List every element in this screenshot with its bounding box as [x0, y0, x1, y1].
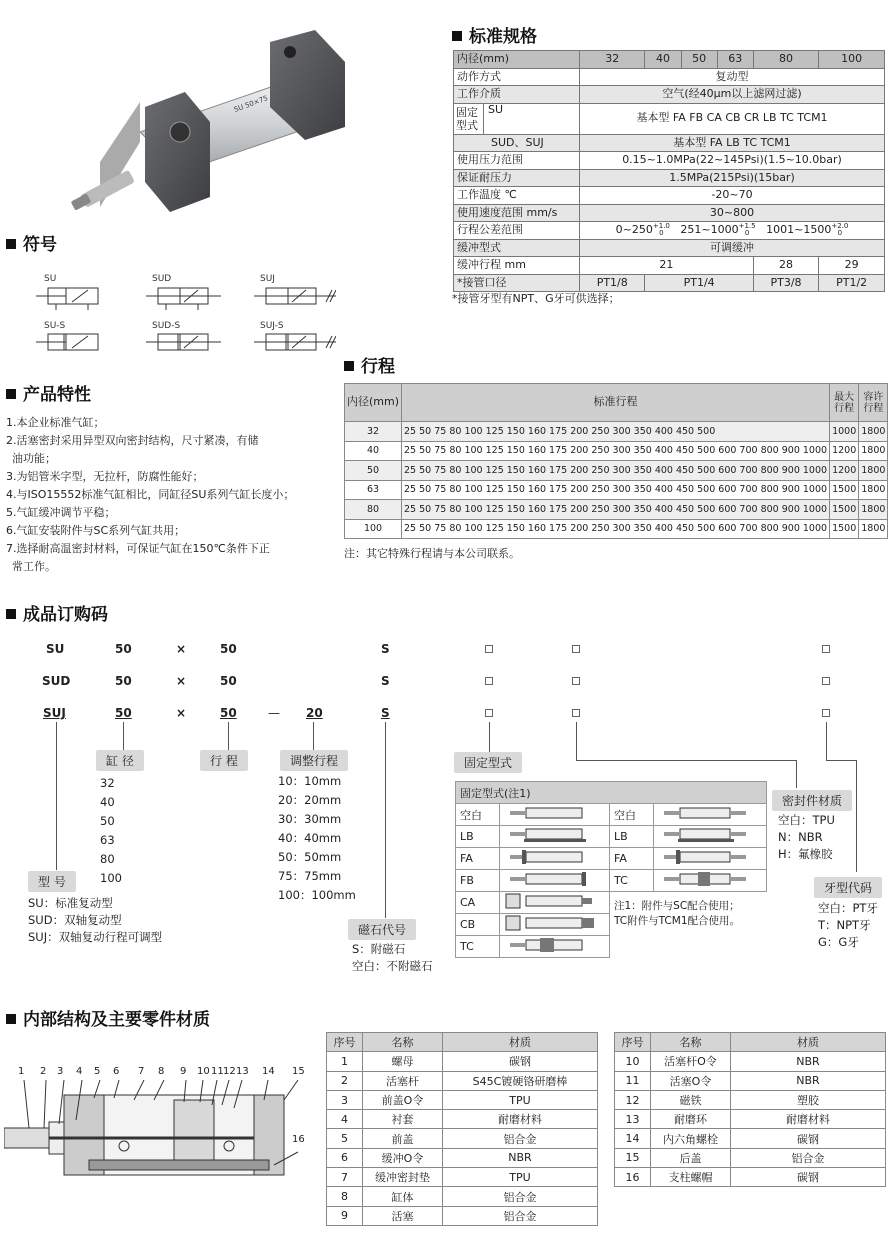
material-row: 16 支柱螺帽 碳钢 — [615, 1168, 886, 1187]
symbol-suj-s — [254, 334, 336, 350]
mount-image — [654, 848, 767, 870]
stroke-row: 40 25 50 75 80 100 125 150 160 175 200 250 300 350 400 450 500 600 700 800 900 1000 1200 1800 — [345, 441, 888, 461]
symbol-sud-s — [146, 334, 221, 350]
stroke-title: 行程 — [344, 352, 395, 377]
material-table-right: 序号 名称 材质 10 活塞杆O令 NBR 11 活塞O令 NBR 12 磁铁 塑胶 13 耐磨环 耐磨材料 14 内六角螺栓 碳钢 15 后盖 铝合金 16 支柱螺帽 碳钢 — [614, 1032, 886, 1187]
material-table-left: 序号 名称 材质 1 螺母 碳钢 2 活塞杆 S45C镀硬铬研磨棒 3 前盖O令 TPU 4 衬套 耐磨材料 5 前盖 铝合金 6 缓冲O令 NBR 7 缓冲密封垫 TPU 8 缸体 铝合金 9 活塞 铝合金 — [326, 1032, 598, 1226]
internal-structure-diagram — [4, 1080, 320, 1185]
material-row: 15 后盖 铝合金 — [615, 1148, 886, 1167]
stroke-table: 内径(mm) 标准行程 最大行程 容许行程 32 25 50 75 80 100 125 150 160 175 200 250 300 350 400 450 500 1000 1800 40 25 50 75 80 100 125 150 160 175 200 250 300 350 400 450 500 600 700 800 900 1000 1200 1800 50 25 50 75 80 100 125 150 160 175 200 250 300 350 400 450 500 600 700 800 900 1000 1200 1800 63 25 50 75 80 100 125 150 160 175 200 250 300 350 400 450 500 600 700 800 900 1000 1500 1800 80 25 50 75 80 100 125 150 160 175 200 250 300 350 400 450 500 600 700 800 900 1000 1500 1800 100 25 50 75 80 100 125 150 160 175 200 250 300 350 400 450 500 600 700 800 900 1000 1500 1800 — [344, 383, 888, 539]
code-box-thread — [822, 645, 830, 653]
symbol-label-suj: SUJ — [260, 274, 275, 284]
mount-label: 固定型式 — [454, 752, 522, 773]
magnet-label: 磁石代号 — [348, 919, 416, 940]
thread-label: 牙型代码 — [814, 877, 882, 898]
page: SU 50×75 标准规格 内径(mm) 32 40 50 63 80 100 动作方式 复动型 工作介质 空气(经40μm以上滤网过滤) 固定型式 SU 基本型 FA FB CA CB CR LB TC TCM1 SUD、SUJ 基本型 FA LB TC TCM1 使用压力范围 0.15~1.0MPa(22~145Psi)(1.5~10.0bar) 保证耐压力 1.5MPa(215Psi)(15bar) 工作温度 ℃ -20~70 使用速度范围 mm/s 30~800 行程公差范围 0~250+1.0 0 251~1000+1.5 0 1001~1500+2.0 0 缓冲型式 可调缓冲 缓冲行程 mm 21 28 29 *接管口径 PT1/8 PT1/4 PT3/8 PT1/2 *接管牙型有NPT、G牙可供选择； 符号 SU SUD SUJ SU-S SUD-S SUJ-S 行程 内径(mm) 标准行程 最大行程 容许行程 32 25 50 75 80 100 125 150 160 175 200 250 300 350 400 450 500 1000 1800 40 25 50 75 80 100 125 150 160 175 200 250 300 350 400 450 500 600 700 800 900 1000 1200 1800 50 25 50 75 80 100 125 150 160 175 200 250 300 350 400 450 500 600 700 800 900 1000 1200 1800 63 25 50 75 80 100 125 150 160 175 200 250 300 350 400 450 500 600 700 800 900 1000 1500 1800 80 25 50 75 80 100 125 150 160 175 200 250 300 350 400 450 500 600 700 800 900 1000 1500 1800 100 25 50 75 80 100 125 150 160 175 200 250 300 350 400 450 500 600 700 800 900 1000 1500 1800 注：其它特殊行程请与本公司联系。 产品特性 1.本企业标准气缸； 2.活塞密封采用异型双向密封结构，尺寸紧凑，有储 油功能； 3.为铝管米字型，无拉杆，防腐性能好； 4.与ISO15552标准气缸相比，同缸径SU系列气缸长度小； 5.气缸缓冲调节平稳； 6.气缸安装附件与SC系列气缸共用； 7.选择耐高温密封材料，可保证气缸在150℃条件下正 常工作。 成品订购码 SU 50 × 50 S SUD 50 × 50 S SUJ 50 × 50 — 20 S 缸 径 32 40 50 63 80 100 行 程 调整行程 10：10mm 20：20mm 30：30mm 40：40mm 50：50mm 75：75mm 100：100mm 型 号 SU：标准复动型 SUD：双轴复动型 SUJ：双轴复动行程可调型 磁石代号 S：附磁石 空白：不附磁石 固定型式 固定型式(注1) 空白 空白 LB LB FA FA FB TC CA 注1：附件与SC配合使用； TC附件与TCM1配合使用。 CB TC 密封件材质 空白：TPU N：NBR H：氟橡胶 牙型代码 空白：PT牙 T：NPT牙 G：G牙 内部结构及主要零件材质 1 2 3 4 5 6 7 8 9 10 11 12 13 14 15 16 序号 名称 材质 1 螺母 碳钢 2 活塞杆 S45C镀硬铬研磨棒 3 前盖O令 TPU 4 衬套 耐磨材料 5 前盖 铝合金 6 缓冲O令 NBR 7 缓冲密封垫 TPU 8 缸体 铝合金 9 活塞 铝合金 序号 名称 材质 10 活塞杆O令 NBR 11 活塞O令 NBR 12 磁铁 塑胶 13 耐磨环 耐磨材料 14 内六角螺栓 碳钢 15 后盖 铝合金 16 支柱螺帽 碳钢 — [0, 0, 888, 1233]
mount-image — [500, 914, 610, 936]
material-row: 8 缸体 铝合金 — [327, 1187, 598, 1206]
stroke-row: 50 25 50 75 80 100 125 150 160 175 200 250 300 350 400 450 500 600 700 800 900 1000 1200 1800 — [345, 461, 888, 481]
material-row: 12 磁铁 塑胶 — [615, 1090, 886, 1109]
order-model-suj: SUJ — [43, 706, 66, 720]
symbol-su — [36, 288, 98, 310]
mount-image — [500, 936, 610, 958]
model-label: 型 号 — [28, 871, 76, 892]
material-row: 9 活塞 铝合金 — [327, 1206, 598, 1225]
symbol-label-sud-s: SUD-S — [152, 321, 181, 331]
mount-image — [500, 804, 610, 826]
bore-values: 32 40 50 63 80 100 — [100, 776, 122, 885]
order-model-sud: SUD — [42, 674, 71, 688]
spec-header-bore: 内径(mm) — [454, 51, 580, 69]
material-row: 7 缓冲密封垫 TPU — [327, 1168, 598, 1187]
order-model-su: SU — [46, 642, 65, 656]
code-box-seal — [572, 645, 580, 653]
thread-values: 空白：PT牙 T：NPT牙 G：G牙 — [818, 901, 878, 949]
mount-image — [500, 892, 610, 914]
pneumatic-symbols — [36, 284, 336, 354]
mount-image — [500, 826, 610, 848]
material-row: 6 缓冲O令 NBR — [327, 1148, 598, 1167]
stroke-row: 100 25 50 75 80 100 125 150 160 175 200 250 300 350 400 450 500 600 700 800 900 1000 1500 1800 — [345, 519, 888, 539]
symbol-sud — [146, 288, 221, 310]
stroke-row: 80 25 50 75 80 100 125 150 160 175 200 250 300 350 400 450 500 600 700 800 900 1000 1500 1800 — [345, 500, 888, 520]
material-row: 4 衬套 耐磨材料 — [327, 1110, 598, 1129]
mount-image — [500, 870, 610, 892]
mount-image — [654, 870, 767, 892]
magnet-values: S：附磁石 空白：不附磁石 — [352, 942, 433, 973]
cylinder-product-image — [60, 22, 380, 222]
stroke-row: 63 25 50 75 80 100 125 150 160 175 200 250 300 350 400 450 500 600 700 800 900 1000 1500 1800 — [345, 480, 888, 500]
material-row: 1 螺母 碳钢 — [327, 1052, 598, 1071]
symbol-suj — [254, 288, 336, 304]
features-title: 产品特性 — [6, 380, 91, 405]
bore-label: 缸 径 — [96, 750, 144, 771]
tolerance-cell: 0~250+1.0 0 251~1000+1.5 0 1001~1500+2.0 0 — [580, 222, 885, 240]
symbol-label-su-s: SU-S — [44, 321, 66, 331]
stroke-label: 行 程 — [200, 750, 248, 771]
adjust-stroke-label: 调整行程 — [280, 750, 348, 771]
adjust-stroke-values: 10：10mm 20：20mm 30：30mm 40：40mm 50：50mm 75：75mm 100：100mm — [278, 774, 356, 902]
features-list: 1.本企业标准气缸； 2.活塞密封采用异型双向密封结构，尺寸紧凑，有储 油功能； 3.为铝管米字型，无拉杆，防腐性能好； 4.与ISO15552标准气缸相比，同缸径SU系列气缸长度小； 5.气缸缓冲调节平稳； 6.气缸安装附件与SC系列气缸共用； 7.选择耐高温密封材料，可保证气缸在150℃条件下正 常工作。 — [6, 416, 295, 573]
product-label: SU 50×75 — [232, 94, 270, 114]
spec-note: *接管牙型有NPT、G牙可供选择； — [452, 292, 620, 305]
stroke-note: 注：其它特殊行程请与本公司联系。 — [344, 547, 520, 560]
mount-note: 注1：附件与SC配合使用； TC附件与TCM1配合使用。 — [610, 892, 767, 958]
symbol-label-su: SU — [44, 274, 57, 284]
symbol-su-s — [36, 334, 98, 350]
structure-title: 内部结构及主要零件材质 — [6, 1005, 210, 1030]
symbol-title: 符号 — [6, 230, 57, 255]
code-box-mount — [485, 645, 493, 653]
model-values: SU：标准复动型 SUD：双轴复动型 SUJ：双轴复动行程可调型 — [28, 896, 163, 944]
mount-image — [654, 826, 767, 848]
material-row: 5 前盖 铝合金 — [327, 1129, 598, 1148]
material-row: 10 活塞杆O令 NBR — [615, 1052, 886, 1071]
mount-table: 固定型式(注1) 空白 空白 LB LB FA FA FB TC CA 注1：附件与SC配合使用； TC附件与TCM1配合使用。 CB TC — [455, 781, 767, 958]
stroke-row: 32 25 50 75 80 100 125 150 160 175 200 250 300 350 400 450 500 1000 1800 — [345, 422, 888, 442]
material-row: 11 活塞O令 NBR — [615, 1071, 886, 1090]
seal-label: 密封件材质 — [772, 790, 852, 811]
order-title: 成品订购码 — [6, 600, 108, 625]
symbol-label-sud: SUD — [152, 274, 172, 284]
seal-values: 空白：TPU N：NBR H：氟橡胶 — [778, 813, 835, 861]
mount-image — [654, 804, 767, 826]
spec-title: 标准规格 — [452, 22, 537, 47]
mount-image — [500, 848, 610, 870]
spec-table: 内径(mm) 32 40 50 63 80 100 动作方式 复动型 工作介质 空气(经40μm以上滤网过滤) 固定型式 SU 基本型 FA FB CA CB CR LB TC TCM1 SUD、SUJ 基本型 FA LB TC TCM1 使用压力范围 0.15~1.0MPa(22~145Psi)(1.5~10.0bar) 保证耐压力 1.5MPa(215Psi)(15bar) 工作温度 ℃ -20~70 使用速度范围 mm/s 30~800 行程公差范围 0~250+1.0 0 251~1000+1.5 0 1001~1500+2.0 0 缓冲型式 可调缓冲 缓冲行程 mm 21 28 29 *接管口径 PT1/8 PT1/4 PT3/8 PT1/2 — [453, 50, 885, 292]
material-row: 3 前盖O令 TPU — [327, 1090, 598, 1109]
symbol-label-suj-s: SUJ-S — [260, 321, 284, 331]
material-row: 14 内六角螺栓 碳钢 — [615, 1129, 886, 1148]
material-row: 13 耐磨环 耐磨材料 — [615, 1110, 886, 1129]
material-row: 2 活塞杆 S45C镀硬铬研磨棒 — [327, 1071, 598, 1090]
